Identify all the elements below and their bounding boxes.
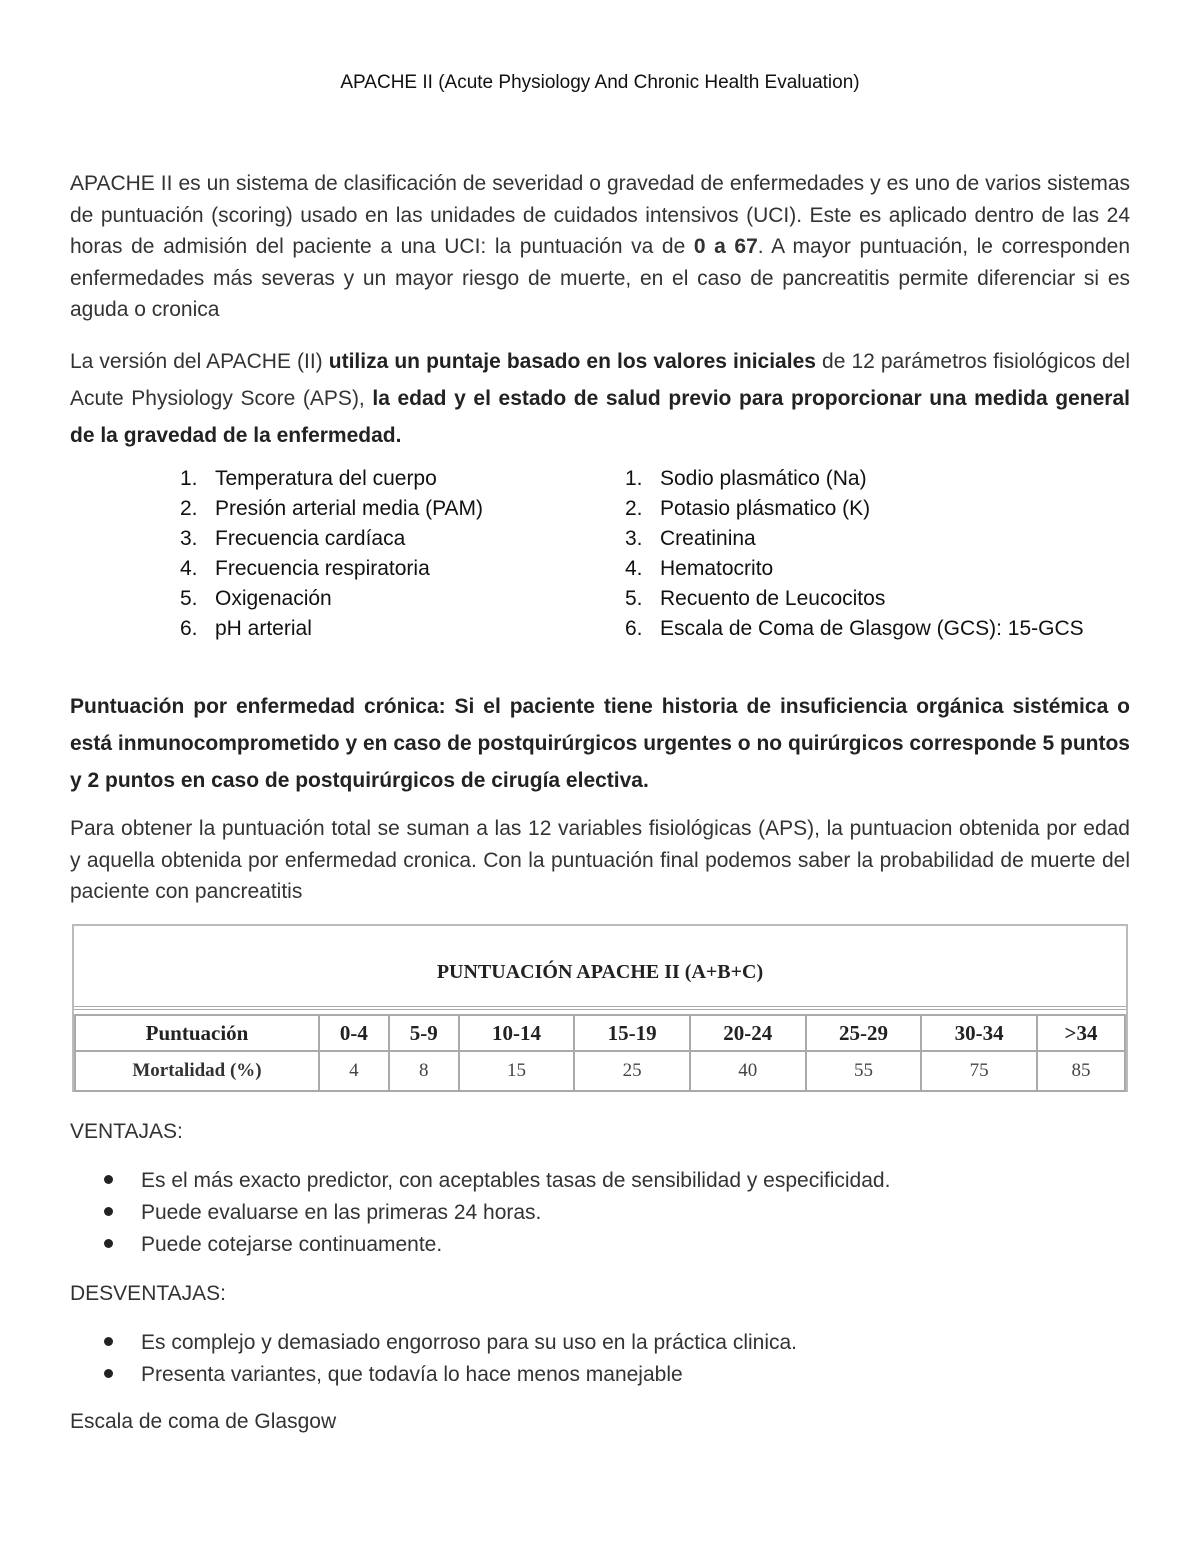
glasgow-heading: Escala de coma de Glasgow [70, 1410, 337, 1433]
score-range-cell: >34 [1037, 1015, 1125, 1051]
list-item: Es complejo y demasiado engorroso para su uso en la práctica clinica. [104, 1327, 797, 1359]
score-mortality-table [74, 1014, 1126, 1092]
list-item: Puede cotejarse continuamente. [104, 1229, 890, 1261]
list-item: 4. Frecuencia respiratoria [180, 557, 430, 580]
bullet-icon [104, 1359, 141, 1391]
list-item: Presenta variantes, que todavía lo hace menos manejable [104, 1359, 797, 1391]
mortality-cell: 55 [806, 1051, 922, 1091]
intro-text-start: APACHE II es un sistema de clasificación de severidad o gravedad de enfermedades y es uno de varios sistemas de puntuación (scoring) usado en las unidades de cuidados intensivos (UCI). Este es aplicado dentro de las 24 horas de admisión del paciente a una UCI: la puntuación va de [70, 172, 1130, 258]
score-range-cell: 30-34 [921, 1015, 1037, 1051]
row-label-mortalidad: Mortalidad (%) [75, 1051, 319, 1091]
table-title: PUNTUACIÓN APACHE II (A+B+C) [74, 926, 1126, 1010]
ventajas-list [104, 1165, 890, 1261]
mortality-cell: 25 [574, 1051, 690, 1091]
intro-text-end: . A mayor puntuación, le corresponden enfermedades más severas y un mayor riesgo de muerte, en el caso de pancreatitis permite diferenciar si es aguda o cronica [70, 235, 1131, 321]
score-range-cell: 5-9 [389, 1015, 459, 1051]
list-item: 6. pH arterial [180, 617, 312, 640]
apache-score-table [72, 924, 1128, 1092]
version-text-2: de 12 parámetros fisiológicos del Acute Physiology Score (APS), [70, 350, 1130, 410]
table-row [75, 1015, 1125, 1051]
list-item: 2. Potasio plásmatico (K) [625, 497, 871, 520]
version-paragraph [70, 343, 1130, 454]
document-title: APACHE II (Acute Physiology And Chronic Health Evaluation) [340, 72, 860, 93]
score-range-cell: 10-14 [459, 1015, 575, 1051]
bullet-icon [104, 1229, 141, 1261]
list-item: Es el más exacto predictor, con aceptables tasas de sensibilidad y especificidad. [104, 1165, 890, 1197]
score-range: 0 a 67 [693, 235, 758, 258]
mortality-cell: 40 [690, 1051, 806, 1091]
desventajas-list [104, 1327, 797, 1391]
version-bold-2: la edad y el estado de salud previo para proporcionar una medida general de la gravedad de la enfermedad. [70, 387, 1130, 447]
score-range-cell: 25-29 [806, 1015, 922, 1051]
version-text-1: La versión del APACHE (II) [70, 350, 329, 373]
list-item: 1. Temperatura del cuerpo [180, 467, 437, 490]
score-range-cell: 0-4 [319, 1015, 389, 1051]
ventajas-heading: VENTAJAS: [70, 1120, 183, 1143]
version-bold-1: utiliza un puntaje basado en los valores iniciales [328, 350, 816, 373]
mortality-cell: 85 [1037, 1051, 1125, 1091]
mortality-cell: 75 [921, 1051, 1037, 1091]
list-item: 5. Recuento de Leucocitos [625, 587, 886, 610]
list-item: 3. Frecuencia cardíaca [180, 527, 406, 550]
chronic-disease-paragraph: Puntuación por enfermedad crónica: Si el paciente tiene historia de insuficiencia orgánica sistémica o está inmunocomprometido y en caso de postquirúrgicos urgentes o no quirúrgicos corresponde 5 puntos y 2 puntos en caso de postquirúrgicos de cirugía electiva. [70, 695, 1130, 792]
intro-paragraph [70, 168, 1130, 326]
mortality-cell: 4 [319, 1051, 389, 1091]
list-item: 5. Oxigenación [180, 587, 332, 610]
bullet-icon [104, 1165, 141, 1197]
row-label-puntuacion: Puntuación [75, 1015, 319, 1051]
table-row [75, 1051, 1125, 1091]
score-range-cell: 20-24 [690, 1015, 806, 1051]
parameter-list-left [180, 464, 483, 644]
list-item: 4. Hematocrito [625, 557, 774, 580]
mortality-cell: 15 [459, 1051, 575, 1091]
parameter-list-right [625, 464, 1084, 644]
total-score-paragraph: Para obtener la puntuación total se suman a las 12 variables fisiológicas (APS), la puntuacion obtenida por edad y aquella obtenida por enfermedad cronica. Con la puntuación final podemos saber la probabilidad de muerte del paciente con pancreatitis [70, 817, 1130, 903]
list-item: 1. Sodio plasmático (Na) [625, 467, 867, 490]
list-item: 2. Presión arterial media (PAM) [180, 497, 484, 520]
mortality-cell: 8 [389, 1051, 459, 1091]
desventajas-heading: DESVENTAJAS: [70, 1282, 226, 1305]
list-item: Puede evaluarse en las primeras 24 horas. [104, 1197, 890, 1229]
list-item: 6. Escala de Coma de Glasgow (GCS): 15-GCS [625, 617, 1084, 640]
bullet-icon [104, 1327, 141, 1359]
list-item: 3. Creatinina [625, 527, 756, 550]
bullet-icon [104, 1197, 141, 1229]
score-range-cell: 15-19 [574, 1015, 690, 1051]
